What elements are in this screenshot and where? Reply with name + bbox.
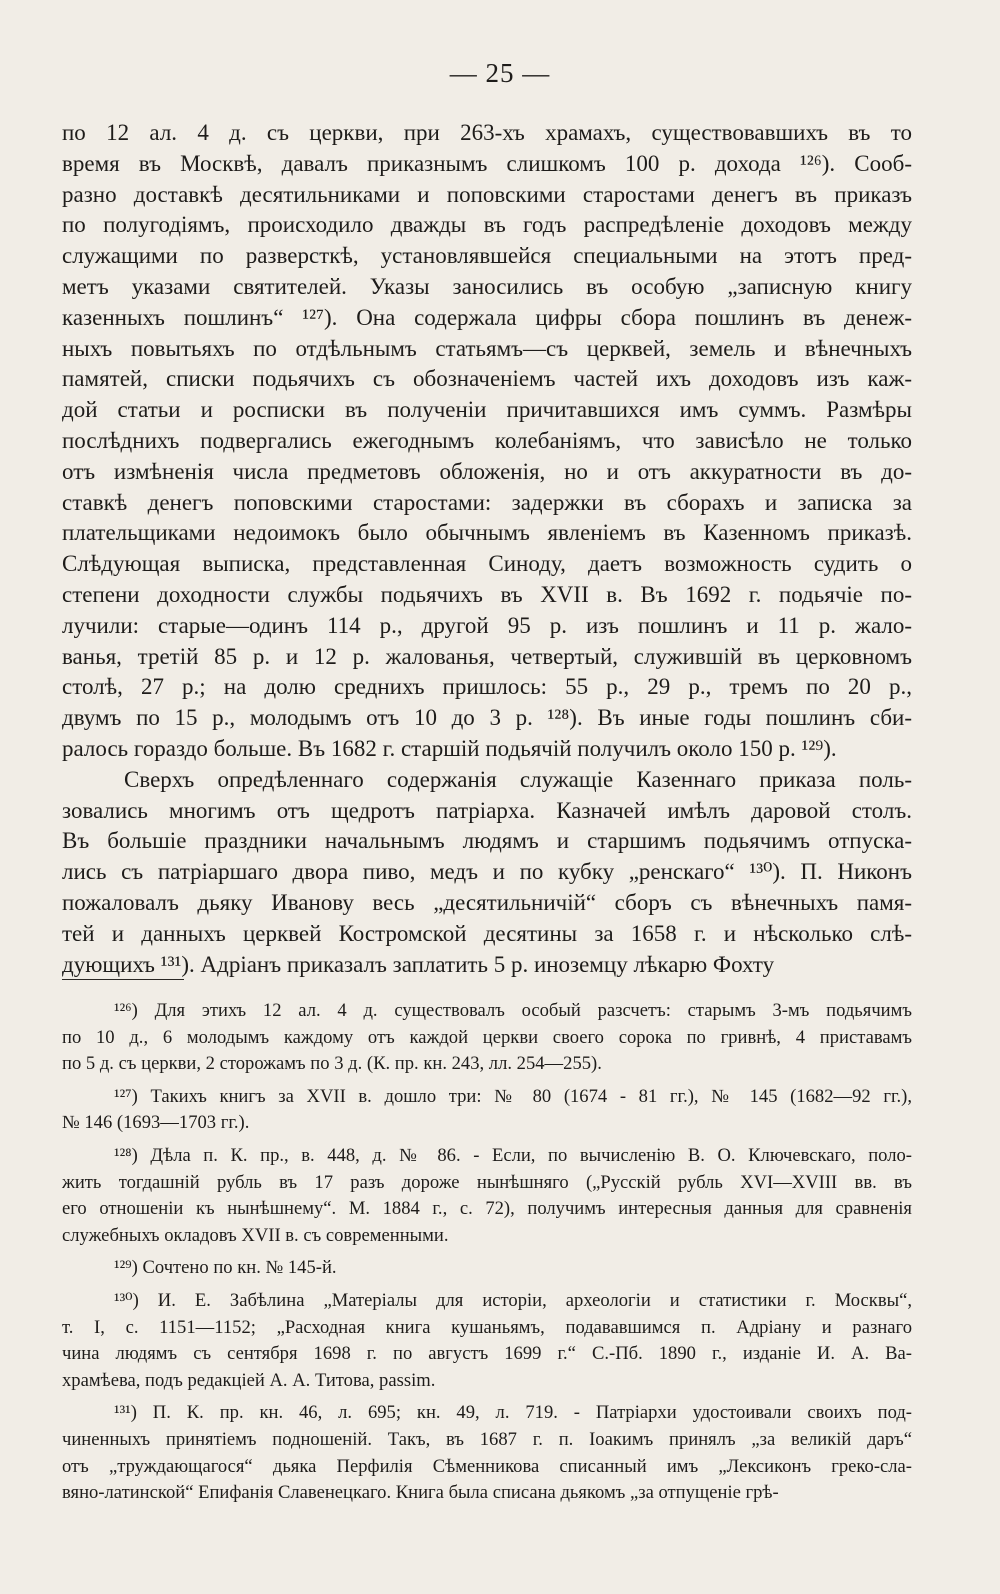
footnote-line: ¹²⁷) Такихъ книгъ за XVII в. дошло три: № 80 (1674 - 81 гг.), № 145 (1682—92 гг.),: [114, 1085, 912, 1107]
body-line: разно доставкѣ десятильниками и поповскими старостами денегъ въ приказъ: [62, 181, 912, 207]
body-line: служащими по разверсткѣ, установлявшейся специальными на этотъ пред-: [62, 243, 912, 269]
footnote-line: вяно-латинской“ Епифанія Славенецкаго. Книга была списана дьякомъ „за отпущеніе грѣ-: [62, 1482, 779, 1504]
footnote-line: ¹²⁸) Дѣла п. К. пр., в. 448, д. № 86. - Если, по вычисленію В. О. Ключевскаго, поло-: [114, 1144, 912, 1166]
body-line: время въ Москвѣ, давалъ приказнымъ слишкомъ 100 р. дохода ¹²⁶). Сооб-: [62, 150, 912, 176]
body-line: по полугодіямъ, происходило дважды въ годъ распредѣленіе доходовъ между: [62, 212, 912, 238]
body-line: по 12 ал. 4 д. съ церкви, при 263-хъ храмахъ, существовавшихъ въ то: [62, 120, 912, 145]
body-line: плательщиками недоимокъ было обычнымъ явленіемъ въ Казенномъ приказѣ.: [62, 520, 912, 546]
footnote-line: храмѣева, подъ редакціей А. А. Титова, passim.: [62, 1369, 436, 1391]
body-line: ралось гораздо больше. Въ 1682 г. старшій подьячій получилъ около 150 р. ¹²⁹).: [62, 735, 837, 761]
body-line: тей и данныхъ церквей Костромской десятины за 1658 г. и нѣсколько слѣ-: [62, 920, 912, 946]
body-line: столѣ, 27 р.; на долю среднихъ пришлось: 55 р., 29 р., тремъ по 20 р.,: [62, 674, 912, 700]
body-line: ставкѣ денегъ поповскими старостами: задержки въ сборахъ и записка за: [62, 489, 912, 515]
body-line: Сверхъ опредѣленнаго содержанія служащіе Казеннаго приказа поль-: [124, 766, 912, 792]
footnotes: [62, 998, 912, 1507]
body-line: дой статьи и росписки въ полученіи причитавшихся имъ суммъ. Размѣры: [62, 397, 912, 423]
body-line: зовались многимъ отъ щедротъ патріарха. Казначей имѣлъ даровой столъ.: [62, 797, 912, 823]
body-line: отъ измѣненія числа предметовъ обложенія, но и отъ аккуратности въ до-: [62, 458, 912, 484]
body-line: Слѣдующая выписка, представленная Синоду, даетъ возможность судить о: [62, 551, 912, 577]
body-line: лучили: старые—одинъ 114 р., другой 95 р. изъ пошлинъ и 11 р. жало-: [62, 612, 912, 638]
footnote-line: по 10 д., 6 молодымъ каждому отъ каждой церкви своего сорока по гривнѣ, 4 приставамъ: [62, 1026, 912, 1048]
footnote-line: отъ „труждающагося“ дьяка Перфилія Сѣменникова списанный имъ „Лексиконъ греко-сла-: [62, 1455, 912, 1477]
footnote-line: жить тогдашній рубль въ 17 разъ дороже нынѣшняго („Русскій рубль XVI—XVIII вв. въ: [62, 1171, 912, 1193]
body-line: казенныхъ пошлинъ“ ¹²⁷). Она содержала цифры сбора пошлинъ въ денеж-: [62, 304, 912, 330]
footnote-line: чина людямъ съ сентября 1698 г. по августъ 1699 г.“ С.-Пб. 1890 г., изданіе И. А. Ва-: [62, 1343, 912, 1365]
footnote-line: ¹²⁹) Сочтено по кн. № 145-й.: [114, 1257, 337, 1279]
body-line: лись съ патріаршаго двора пиво, медъ и по кубку „ренскаго“ ¹³⁰). П. Никонъ: [62, 859, 912, 885]
footnote-line: чиненныхъ принятіемъ подношеній. Такъ, въ 1687 г. п. Іоакимъ принялъ „за великій даръ“: [62, 1428, 912, 1450]
footnote-line: ¹³⁰) И. Е. Забѣлина „Матеріалы для исторіи, археологіи и статистики г. Москвы“,: [114, 1289, 912, 1311]
footnote-line: ¹³¹) П. К. пр. кн. 46, л. 695; кн. 49, л. 719. - Патріархи удостоивали своихъ под-: [114, 1402, 912, 1424]
footnote-line: служебныхъ окладовъ XVII в. съ современными.: [62, 1224, 449, 1246]
body-line: послѣднихъ подвергались ежегоднымъ колебаніямъ, что зависѣло не только: [62, 427, 912, 453]
body-line: двумъ по 15 р., молодымъ отъ 10 до 3 р. ¹²⁸). Въ иные годы пошлинъ сби-: [62, 705, 912, 731]
body-line: пожаловалъ дьяку Иванову весь „десятильничій“ сборъ съ вѣнечныхъ памя-: [62, 889, 912, 915]
body-line: метъ указами святителей. Указы заносились въ особую „записную книгу: [62, 273, 912, 299]
page-number: — 25 —: [449, 58, 551, 88]
footnote-divider: [62, 979, 184, 980]
body-line: ванья, третій 85 р. и 12 р. жалованья, четвертый, служившій въ церковномъ: [62, 643, 912, 669]
body-line: степени доходности службы подьячихъ въ XVII в. Въ 1692 г. подьячіе по-: [62, 581, 912, 607]
footnote-line: его отношеніи къ нынѣшнему“. М. 1884 г., с. 72), получимъ интересныя данныя для сравненія: [62, 1198, 912, 1220]
footnote-line: № 146 (1693—1703 гг.).: [62, 1112, 250, 1134]
body-line: памятей, списки подьячихъ съ обозначеніемъ частей ихъ доходовъ изъ каж-: [62, 366, 912, 392]
footnote-line: т. I, с. 1151—1152; „Расходная книга кушаньямъ, подававшимся п. Адріану и разнаго: [62, 1316, 912, 1338]
body-line: Въ большіе праздники начальнымъ людямъ и старшимъ подьячимъ отпуска-: [62, 828, 912, 854]
body-line: ныхъ повытьяхъ по отдѣльнымъ статьямъ—съ церквей, земель и вѣнечныхъ: [62, 335, 912, 361]
body-text: [62, 118, 912, 980]
footnote-line: по 5 д. съ церкви, 2 сторожамъ по 3 д. (К. пр. кн. 243, лл. 254—255).: [62, 1053, 602, 1075]
body-line: дующихъ ¹³¹). Адріанъ приказалъ заплатить 5 р. иноземцу лѣкарю Фохту: [62, 951, 775, 977]
footnote-line: ¹²⁶) Для этихъ 12 ал. 4 д. существовалъ особый разсчетъ: старымъ 3-мъ подьячимъ: [114, 1000, 912, 1021]
